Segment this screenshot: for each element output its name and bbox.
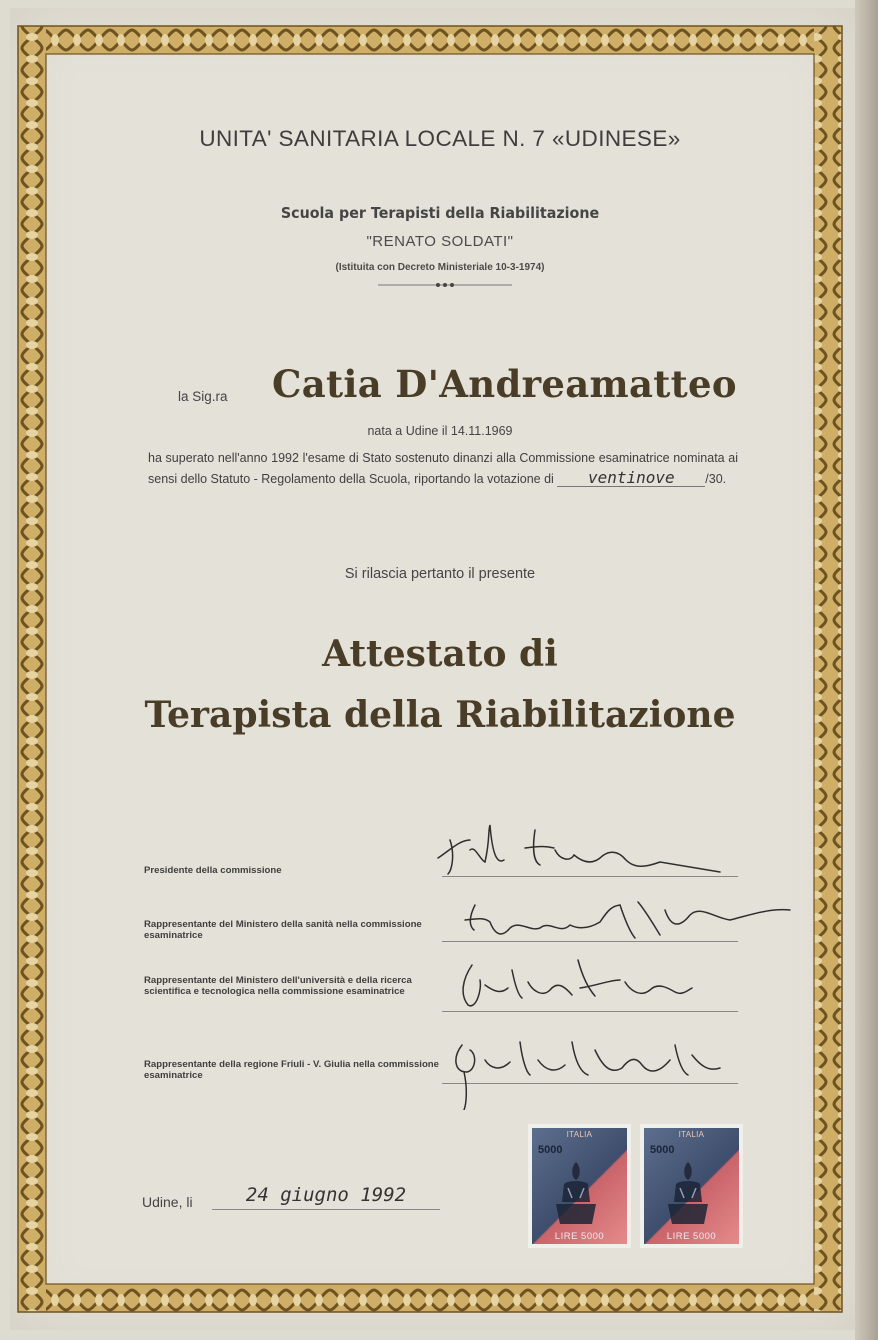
revenue-stamp [640, 1124, 743, 1248]
signature-university-ministry [463, 960, 692, 1006]
signatory-role: Rappresentante del Ministero della sanità nella commissione esaminatrice [144, 919, 422, 941]
signatory-role: Rappresentante della regione Friuli - V. Giulia nella commissione esaminatrice [144, 1059, 440, 1081]
grade-suffix: /30. [705, 472, 727, 486]
date-line [212, 1209, 440, 1210]
stamp-country: ITALIA [678, 1130, 705, 1139]
handwritten-signatures [430, 810, 830, 1110]
signature-health-ministry [465, 902, 790, 938]
body-text-main: ha superato nell'anno 1992 l'esame di Stato sostenuto dinanzi alla Commissione esaminatrice nominata ai sensi dello Statuto - Regolamento della Scuola, riportando la votazione di [148, 451, 738, 486]
body-text [148, 448, 738, 490]
stamp-value: 5000 [538, 1144, 563, 1156]
stamp-label: LIRE 5000 [666, 1231, 717, 1242]
issue-date: 24 giugno 1992 [245, 1184, 407, 1206]
fountain-icon [550, 1158, 602, 1228]
authority-heading: UNITA' SANITARIA LOCALE N. 7 «UDINESE» [199, 126, 681, 151]
school-name: "RENATO SOLDATI" [366, 233, 514, 250]
issuance-text: Si rilascia pertanto il presente [344, 566, 536, 582]
stamp-country: ITALIA [566, 1130, 593, 1139]
signature-region [456, 1042, 720, 1110]
stamp-value: 5000 [650, 1144, 675, 1156]
ornament-divider [378, 281, 512, 289]
stamp-label: LIRE 5000 [554, 1231, 605, 1242]
grade-handwritten: ventinove [557, 469, 705, 487]
certificate-title-line2: Terapista della Riabilitazione [144, 694, 736, 736]
signatory-role: Rappresentante del Ministero dell'università e della ricerca scientifica e tecnologica nella commissione esaminatrice [144, 975, 412, 997]
school-heading: Scuola per Terapisti della Riabilitazione [280, 204, 600, 222]
signatory-role: Presidente della commissione [144, 865, 282, 876]
fountain-icon [662, 1158, 714, 1228]
recipient-name: Catia D'Andreamatteo [272, 362, 737, 406]
birth-info: nata a Udine il 14.11.1969 [367, 424, 513, 438]
certificate-title-line1: Attestato di [322, 633, 558, 675]
decree-note: (Istituita con Decreto Ministeriale 10-3-1974) [335, 262, 545, 273]
signature-president [438, 825, 720, 874]
place-label: Udine, li [142, 1194, 193, 1210]
salutation: la Sig.ra [178, 389, 228, 404]
revenue-stamp [528, 1124, 631, 1248]
